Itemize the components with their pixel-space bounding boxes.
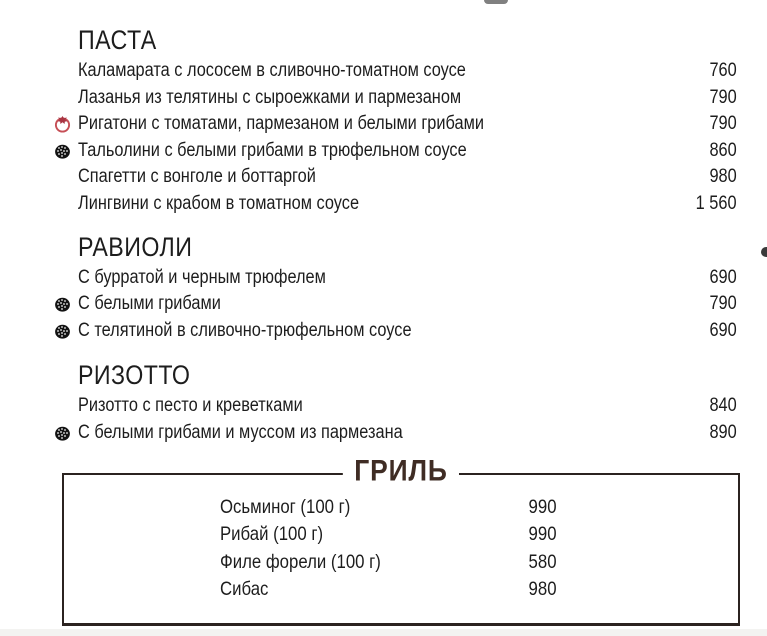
truffle-icon (53, 424, 72, 442)
menu-item-price: 790 (709, 113, 737, 135)
menu-column (78, 25, 737, 447)
cropped-artifact-right (761, 247, 767, 257)
truffle-icon (53, 295, 72, 313)
menu-item-row (78, 58, 737, 85)
grill-section-title: ГРИЛЬ (343, 455, 459, 489)
menu-item-name: С бурратой и черным трюфелем (78, 266, 326, 288)
menu-section-risotto (78, 360, 737, 446)
menu-item-price: 990 (529, 496, 557, 518)
menu-item-name: Ригатони с томатами, пармезаном и белыми грибами (78, 113, 484, 135)
menu-item-price: 760 (709, 60, 737, 81)
menu-item-row (220, 494, 557, 521)
menu-item-price: 860 (709, 139, 737, 161)
menu-item-price: 980 (709, 166, 737, 188)
menu-item-price: 580 (529, 550, 557, 573)
menu-item-price: 980 (529, 578, 557, 601)
truffle-icon (53, 142, 72, 160)
menu-item-price: 790 (709, 293, 737, 315)
menu-item-price: 890 (709, 421, 737, 443)
menu-item-name: Ризотто с песто и креветками (78, 395, 303, 417)
menu-item-name: С белыми грибами и муссом из пармезана (78, 421, 403, 443)
section-title: ПАСТА (78, 25, 157, 55)
menu-item-row (78, 164, 737, 191)
menu-item-row (220, 521, 557, 548)
menu-item-name: Спагетти с вонголе и боттаргой (78, 166, 316, 188)
menu-item-name: Рибай (100 г) (220, 523, 324, 546)
cropped-artifact-top (484, 0, 508, 4)
menu-item-name: Лингвини с крабом в томатном соусе (78, 192, 360, 214)
page-bottom-edge (0, 629, 767, 636)
section-title: РАВИОЛИ (78, 231, 193, 262)
tomato-icon (53, 115, 72, 133)
menu-item-row (78, 191, 737, 218)
menu-item-row (78, 291, 737, 318)
menu-item-row (78, 318, 737, 345)
menu-item-row (220, 549, 557, 576)
menu-item-name: Филе форели (100 г) (220, 550, 381, 573)
grill-box (62, 454, 740, 626)
menu-item-price: 1 560 (696, 192, 737, 214)
menu-item-row (78, 420, 737, 447)
menu-item-name: Осьминог (100 г) (220, 496, 351, 518)
menu-item-name: С белыми грибами (78, 293, 221, 315)
menu-item-name: Каламарата с лососем в сливочно-томатном соусе (78, 60, 466, 81)
menu-item-price: 840 (709, 395, 737, 417)
menu-item-price: 990 (529, 523, 557, 546)
menu-item-row (78, 393, 737, 420)
grill-items (220, 494, 557, 604)
menu-item-price: 690 (709, 266, 737, 288)
menu-item-name: Лазанья из телятины с сыроежками и пармезаном (78, 86, 462, 108)
menu-item-price: 690 (709, 319, 737, 341)
menu-item-row (78, 85, 737, 112)
menu-section-ravioli (78, 232, 737, 345)
menu-item-row (78, 138, 737, 165)
menu-item-name: Сибас (220, 578, 269, 601)
menu-item-name: С телятиной в сливочно-трюфельном соусе (78, 319, 412, 341)
menu-item-row (78, 111, 737, 138)
menu-item-row (220, 576, 557, 603)
truffle-icon (53, 322, 72, 340)
section-title: РИЗОТТО (78, 360, 191, 391)
menu-section-pasta (78, 25, 737, 218)
menu-item-row (78, 265, 737, 292)
menu-item-price: 790 (709, 86, 737, 108)
menu-item-name: Тальолини с белыми грибами в трюфельном соусе (78, 139, 467, 161)
